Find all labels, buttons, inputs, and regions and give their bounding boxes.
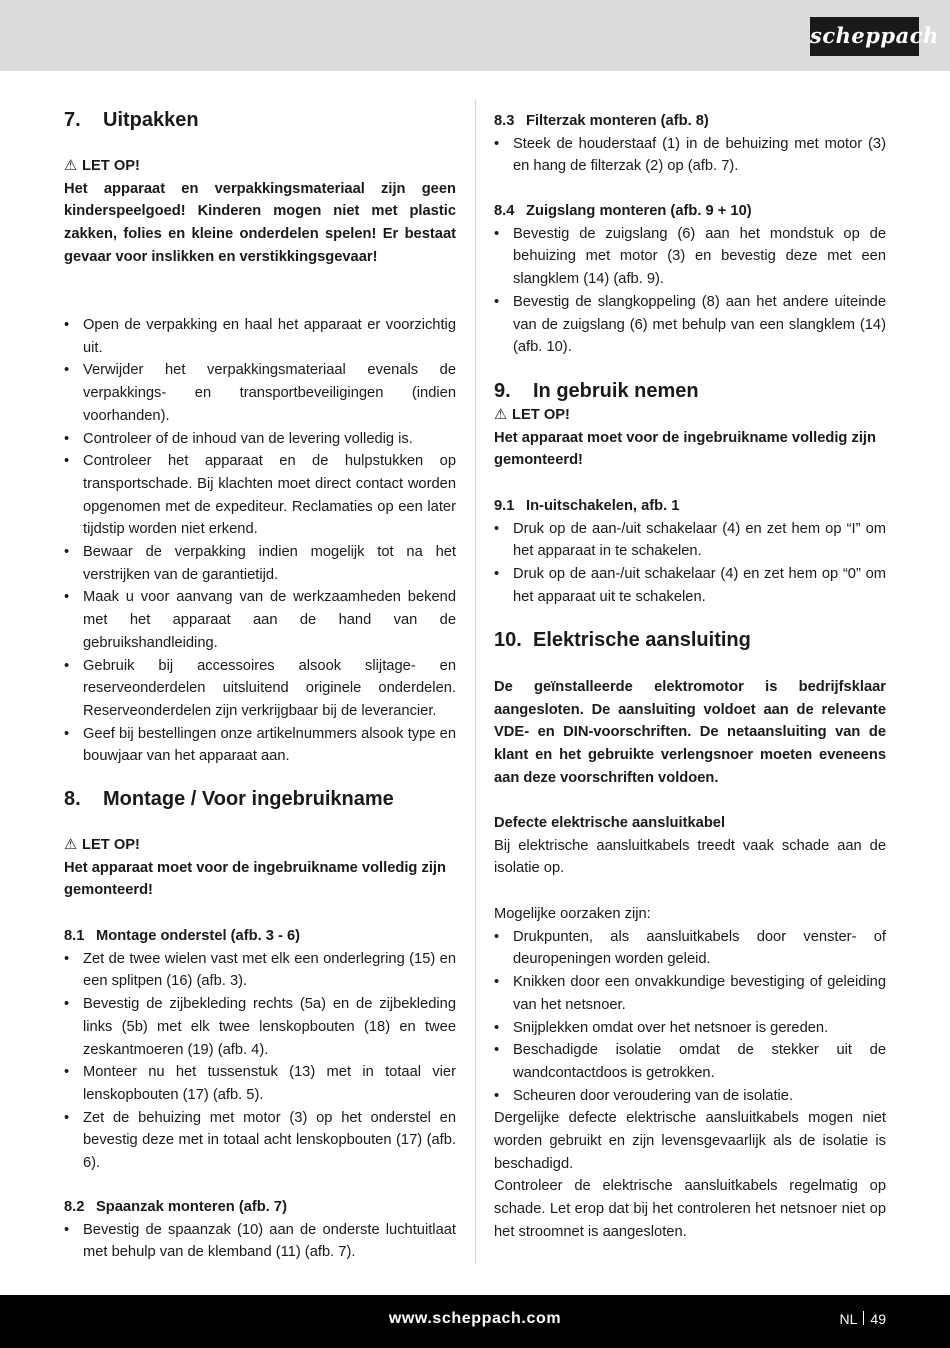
- warning-text: Het apparaat moet voor de ingebruikname volledig zijn gemonteerd!: [494, 429, 876, 469]
- footer-bar: [0, 1295, 950, 1348]
- column-divider: [475, 100, 476, 1264]
- section-8-1: [64, 925, 456, 1175]
- subsection-title: 8.4 Zuigslang monteren (afb. 9 + 10): [494, 203, 752, 219]
- page-number: 49: [870, 1311, 886, 1327]
- list-item: • Beschadigde isolatie omdat de stekker uit de wandcontactdoos is getrokken.: [494, 1039, 886, 1084]
- subsection-title: 8.2 Spaanzak monteren (afb. 7): [64, 1199, 287, 1215]
- list-item: • Steek de houderstaaf (1) in de behuizing met motor (3) en hang de filterzak (2) op (afb. 7).: [494, 133, 886, 178]
- header-bar: [0, 0, 950, 71]
- defect-title: Defecte elektrische aansluitkabel: [494, 815, 726, 831]
- closing-text: Controleer de elektrische aansluitkabels regelmatig op schade. Let erop dat bij het controleren het netsnoer niet op het stroomnet is aangesloten.: [494, 1178, 886, 1240]
- subsection-title: 8.3 Filterzak monteren (afb. 8): [494, 113, 709, 129]
- list-item: • Controleer of de inhoud van de levering volledig is.: [64, 428, 456, 451]
- list-item: • Verwijder het verpakkingsmateriaal evenals de verpakkings- en transportbeveiligingen (indien voorhanden).: [64, 359, 456, 427]
- list-item: • Bevestig de slangkoppeling (8) aan het andere uiteinde van de zuigslang (6) met behulp van een slangklem (14) (afb. 10).: [494, 291, 886, 359]
- subsection-title: 9.1 In-uitschakelen, afb. 1: [494, 498, 680, 514]
- list-item: • Bevestig de zuigslang (6) aan het mondstuk op de behuizing met motor (3) en bevestig deze met een slangklem (14) (afb. 9).: [494, 223, 886, 291]
- list-item: • Open de verpakking en haal het apparaat er voorzichtig uit.: [64, 314, 456, 359]
- warning-text: Het apparaat en verpakkingsmateriaal zijn geen kinderspeelgoed! Kinderen mogen niet met plastic zakken, folies en kleine onderdelen spelen! Er bestaat gevaar voor inslikken en verstikkingsgevaar!: [64, 180, 456, 265]
- causes-list: [494, 926, 886, 1108]
- list-item: • Snijplekken omdat over het netsnoer is gereden.: [494, 1017, 886, 1040]
- section-8-3-list: [494, 133, 886, 178]
- section-10-heading: 10. Elektrische aansluiting: [494, 629, 751, 651]
- list-item: • Bewaar de verpakking indien mogelijk tot na het verstrijken van de garantietijd.: [64, 541, 456, 586]
- warning-icon: ⚠: [64, 837, 78, 853]
- list-item: • Maak u voor aanvang van de werkzaamheden bekend met het apparaat aan de hand van de gebruikshandleiding.: [64, 586, 456, 654]
- section-9-heading: 9. In gebruik nemen: [494, 380, 699, 402]
- section-9-1-list: [494, 518, 886, 609]
- section-8-3: [494, 110, 886, 178]
- list-item: • Monteer nu het tussenstuk (13) met in totaal vier lenskopbouten (17) (afb. 5).: [64, 1061, 456, 1106]
- section-8-4-list: [494, 223, 886, 359]
- warning-text: Het apparaat moet voor de ingebruikname volledig zijn gemonteerd!: [64, 859, 446, 899]
- defect-cable-section: [494, 812, 886, 880]
- list-item: • Zet de behuizing met motor (3) op het onderstel en bevestig deze met in totaal acht lenskopbouten (17) (afb. 6).: [64, 1107, 456, 1175]
- section-8-2: [64, 1196, 456, 1264]
- list-item: • Controleer het apparaat en de hulpstukken op transportschade. Bij klachten moet direct contact worden opgenomen met de expediteur. Reclamaties op een later tijdstip worden niet erkend.: [64, 450, 456, 541]
- section-7-warning: ⚠ LET OP! Het apparaat en verpakkingsmateriaal zijn geen kinderspeelgoed! Kinderen mogen niet met plastic zakken, folies en kleine onderdelen spelen! Er bestaat gevaar voor inslikken en verstikkingsgevaar!: [64, 155, 456, 269]
- list-item: • Bevestig de zijbekleding rechts (5a) en de zijbekleding links (5b) met elk twee lenskopbouten (18) en twee zeskantmoeren (19) (afb. 4).: [64, 993, 456, 1061]
- list-item: • Zet de twee wielen vast met elk een onderlegring (15) en een splitpen (16) (afb. 3).: [64, 948, 456, 993]
- brand-logo: scheppach: [810, 17, 919, 56]
- section-8-4: [494, 200, 886, 359]
- list-item: • Gebruik bij accessoires alsook slijtage- en reserveonderdelen uitsluitend originele onderdelen. Reserveonderdelen zijn verkrijgbaar bij de leverancier.: [64, 655, 456, 723]
- list-item: • Drukpunten, als aansluitkabels door venster- of deuropeningen worden geleid.: [494, 926, 886, 971]
- website-link[interactable]: www.scheppach.com: [388, 1310, 562, 1327]
- list-item: • Geef bij bestellingen onze artikelnummers alsook type en bouwjaar van het apparaat aan.: [64, 723, 456, 768]
- section-7-heading: 7. Uitpakken: [64, 109, 199, 131]
- page-indicator: [840, 1311, 886, 1327]
- list-item: • Bevestig de spaanzak (10) aan de onderste luchtuitlaat met behulp van de klemband (11) (afb. 7).: [64, 1219, 456, 1264]
- section-8-1-list: [64, 948, 456, 1175]
- list-item: • Druk op de aan-/uit schakelaar (4) en zet hem op “0” om het apparaat uit te schakelen.: [494, 563, 886, 608]
- closing-text: Dergelijke defecte elektrische aansluitkabels mogen niet worden gebruikt en zijn levensgevaarlijk als de isolatie is beschadigd.: [494, 1110, 886, 1172]
- language-code: NL: [839, 1311, 858, 1327]
- causes-intro: Mogelijke oorzaken zijn:: [494, 906, 651, 922]
- warning-icon: ⚠: [494, 407, 508, 423]
- list-item: • Druk op de aan-/uit schakelaar (4) en zet hem op “I” om het apparaat in te schakelen.: [494, 518, 886, 563]
- subsection-title: 8.1 Montage onderstel (afb. 3 - 6): [64, 928, 301, 944]
- warning-icon: ⚠: [64, 158, 78, 174]
- list-item: • Scheuren door veroudering van de isolatie.: [494, 1085, 886, 1108]
- causes-section: [494, 903, 886, 1244]
- section-8-2-list: [64, 1219, 456, 1264]
- section-8-heading: 8. Montage / Voor ingebruikname: [64, 788, 394, 810]
- defect-text: Bij elektrische aansluitkabels treedt vaak schade aan de isolatie op.: [494, 837, 886, 877]
- section-10-intro: De geïnstalleerde elektromotor is bedrijfsklaar aangesloten. De aansluiting voldoet aan de relevante VDE- en DIN-voorschriften. De netaansluiting van de klant en het gebruikte verlengsnoer moeten eveneens aan deze voorschriften voldoen.: [494, 679, 886, 786]
- list-item: • Knikken door een onvakkundige bevestiging of geleiding van het netsnoer.: [494, 971, 886, 1016]
- section-7-list: [64, 314, 456, 768]
- section-9-warning: ⚠ LET OP! Het apparaat moet voor de ingebruikname volledig zijn gemonteerd!: [494, 404, 886, 472]
- section-9-1: [494, 495, 886, 609]
- section-8-warning: ⚠ LET OP! Het apparaat moet voor de ingebruikname volledig zijn gemonteerd!: [64, 834, 456, 902]
